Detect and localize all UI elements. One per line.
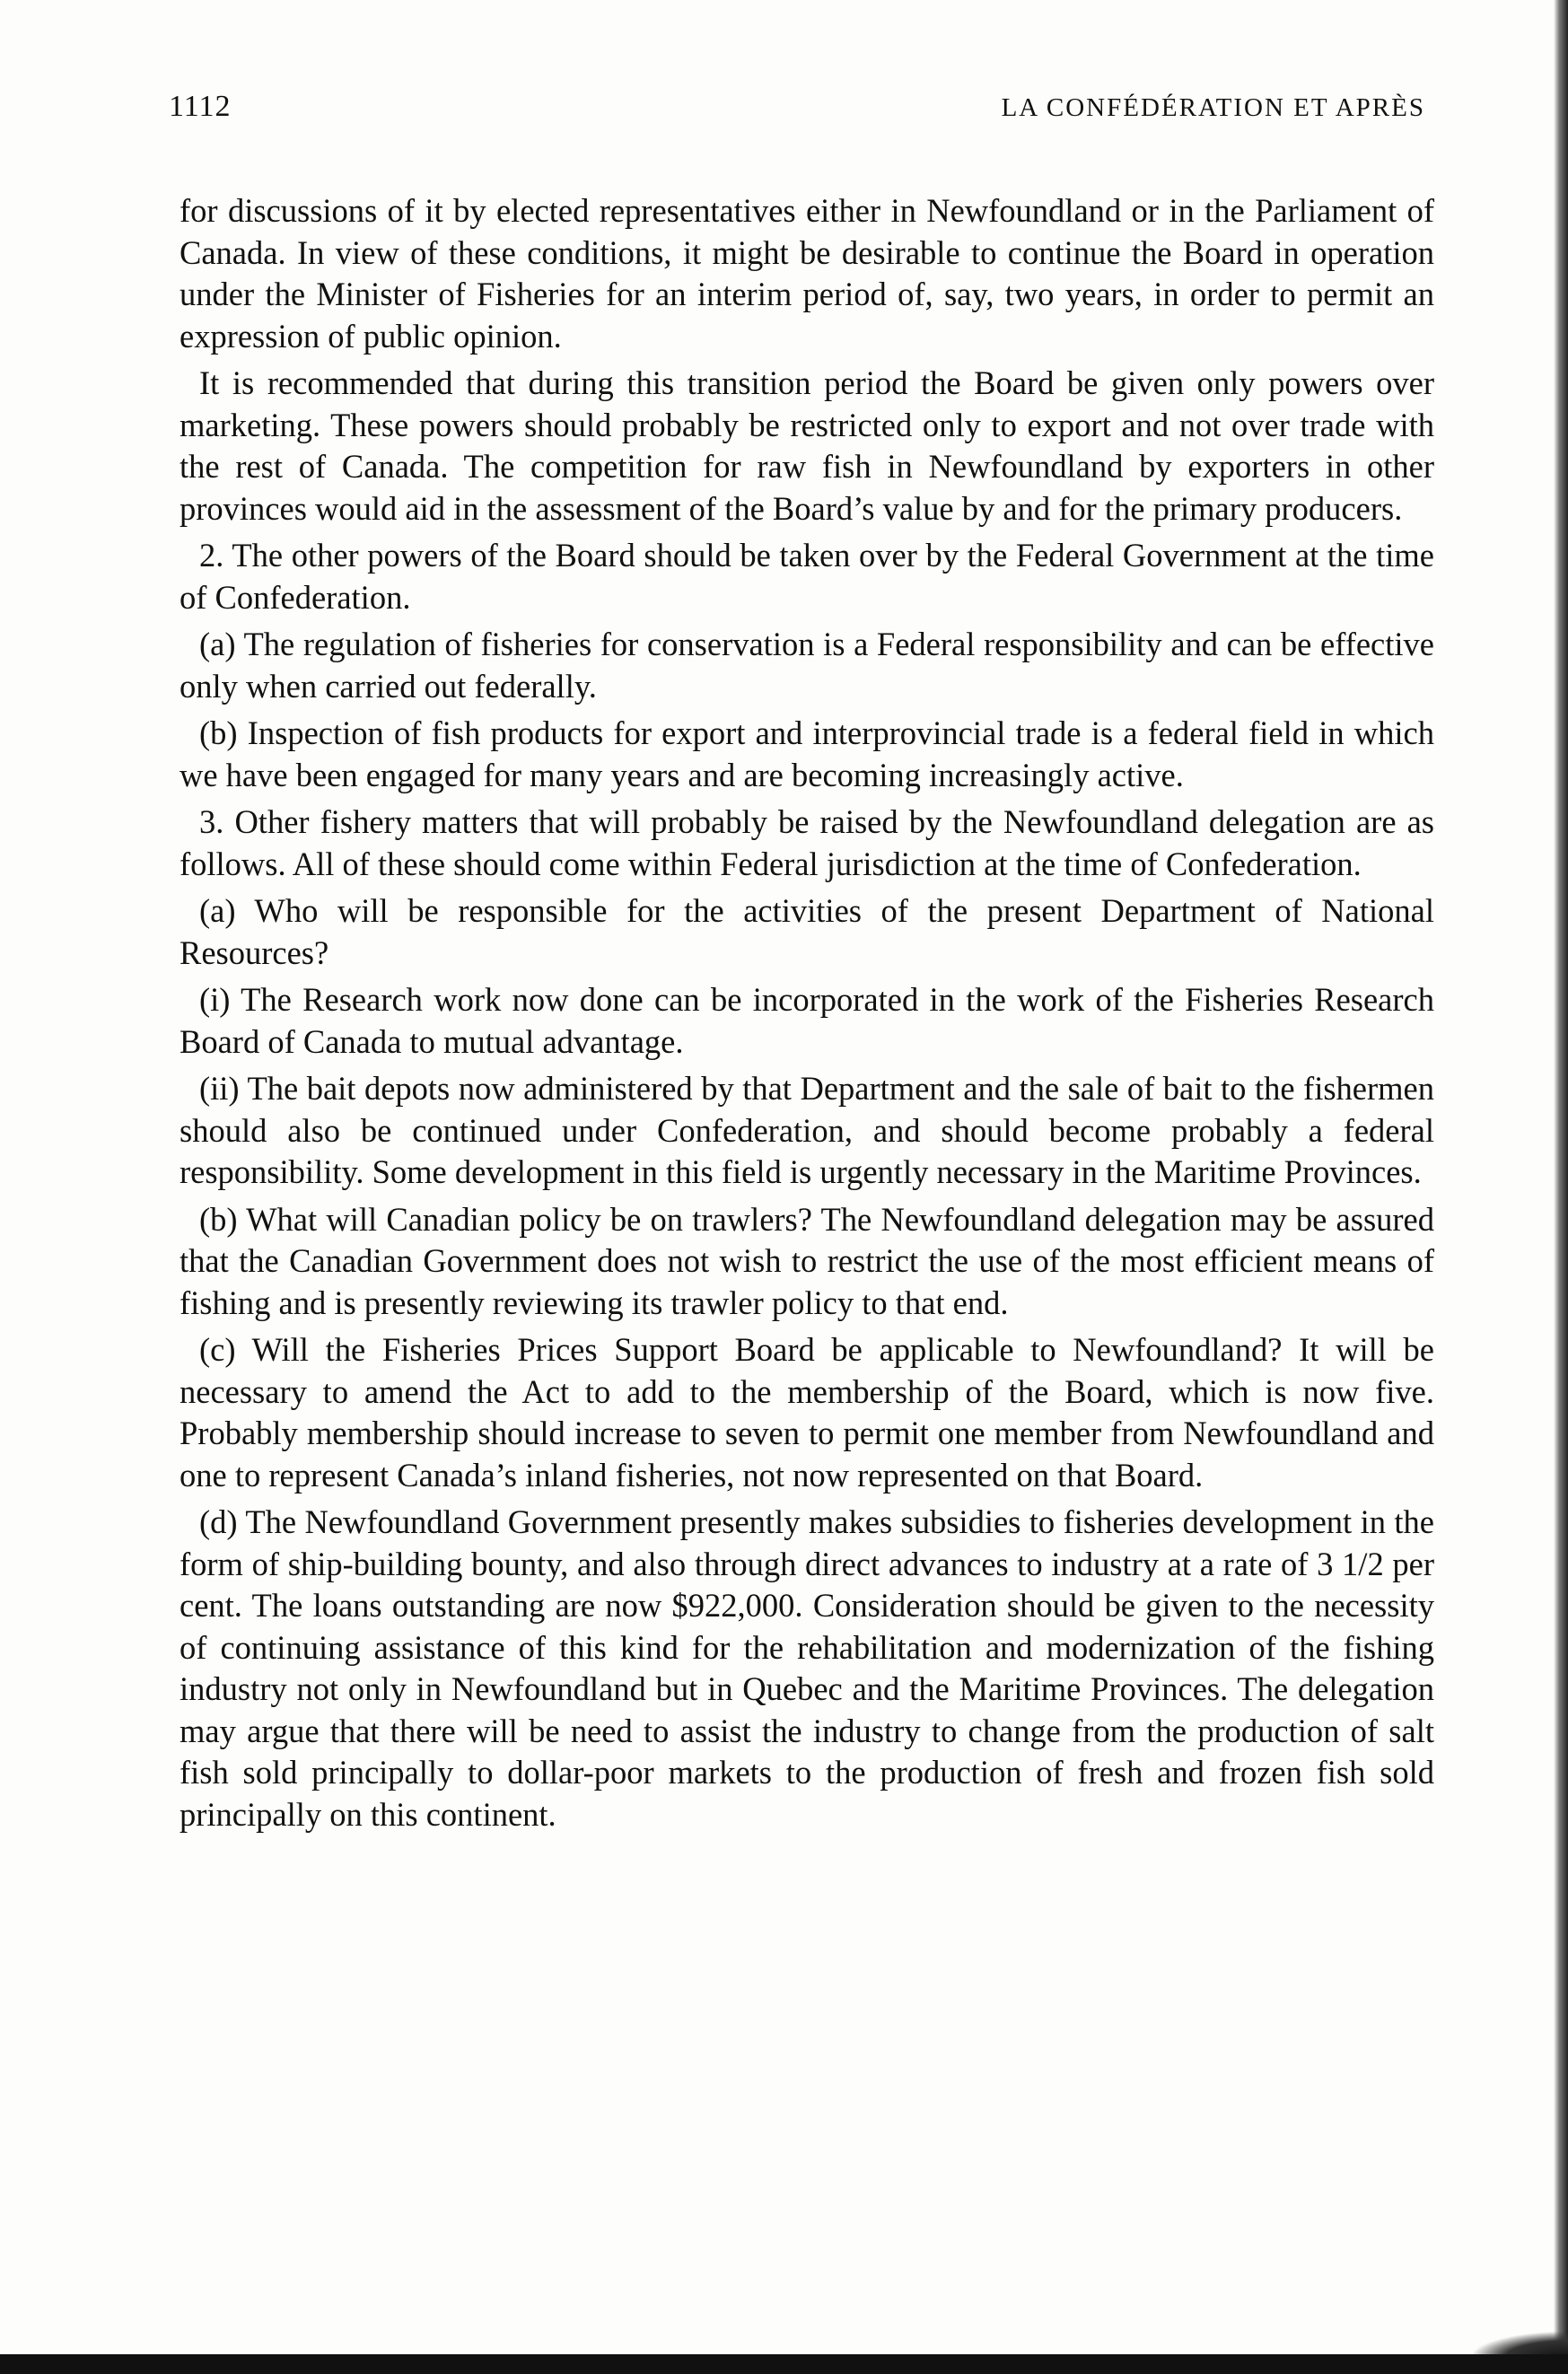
running-title: LA CONFÉDÉRATION ET APRÈS [1001, 93, 1425, 122]
running-head [169, 90, 1425, 135]
paragraph-item-3a-ii: (ii) The bait depots now administered by that Department and the sale of bait to the fishermen should also be continued under Confederation, and should become probably a federal responsibility. Some development in this field is urgently necessary in the Maritime Provinces. [180, 1070, 1434, 1190]
page-number: 1112 [169, 90, 232, 123]
paragraph-item-2b: (b) Inspection of fish products for export and interprovincial trade is a federal field in which we have been engaged for many years and are becoming increasingly active. [180, 714, 1434, 793]
paragraph-item-3a-i: (i) The Research work now done can be incorporated in the work of the Fisheries Research Board of Canada to mutual advantage. [180, 981, 1434, 1060]
paragraph-item-2: 2. The other powers of the Board should be taken over by the Federal Government at the time of Confederation. [180, 537, 1434, 616]
paragraph-item-3b: (b) What will Canadian policy be on trawlers? The Newfoundland delegation may be assured that the Canadian Government does not wish to restrict the use of the most efficient means of fishing and is presently reviewing its trawler policy to that end. [180, 1200, 1434, 1321]
paragraph-item-2a: (a) The regulation of fisheries for conservation is a Federal responsibility and can be effective only when carried out federally. [180, 626, 1434, 705]
paragraph-continuation: for discussions of it by elected representatives either in Newfoundland or in the Parliament of Canada. In view of these conditions, it might be desirable to continue the Board in operation under the Minister of Fisheries for an interim period of, say, two years, in order to permit an expression of public opinion. [180, 192, 1434, 355]
scan-bottom-edge [0, 2354, 1568, 2374]
paragraph-item-3a: (a) Who will be responsible for the activities of the present Department of National Resources? [180, 892, 1434, 971]
body-text [180, 190, 1434, 1841]
paragraph-item-3c: (c) Will the Fisheries Prices Support Board be applicable to Newfoundland? It will be necessary to amend the Act to add to the membership of the Board, which is now five. Probably membership should increase to seven to permit one member from Newfoundland and one to represent Canada’s inland fisheries, not now represented on that Board. [180, 1331, 1434, 1494]
paragraph-item-3d: (d) The Newfoundland Government presently makes subsidies to fisheries development in the form of ship-building bounty, and also through direct advances to industry at a rate of 3 1/2 per cent. The loans outstanding are now $922,000. Consideration should be given to the necessity of continuing assistance of this kind for the rehabilitation and modernization of the fishing industry not only in Newfoundland but in Quebec and the Maritime Provinces. The delegation may argue that there will be need to assist the industry to change from the production of salt fish sold principally to dollar-poor markets to the production of fresh and frozen fish sold principally on this continent. [180, 1503, 1434, 1833]
paragraph-item-3: 3. Other fishery matters that will probably be raised by the Newfoundland delegation are as follows. All of these should come within Federal jurisdiction at the time of Confederation. [180, 803, 1434, 882]
paragraph-recommendation: It is recommended that during this transition period the Board be given only powers over marketing. These powers should probably be restricted only to export and not over trade with the rest of Canada. The competition for raw fish in Newfoundland by exporters in other provinces would aid in the assessment of the Board’s value by and for the primary producers. [180, 364, 1434, 527]
scan-right-edge [1554, 0, 1568, 2374]
